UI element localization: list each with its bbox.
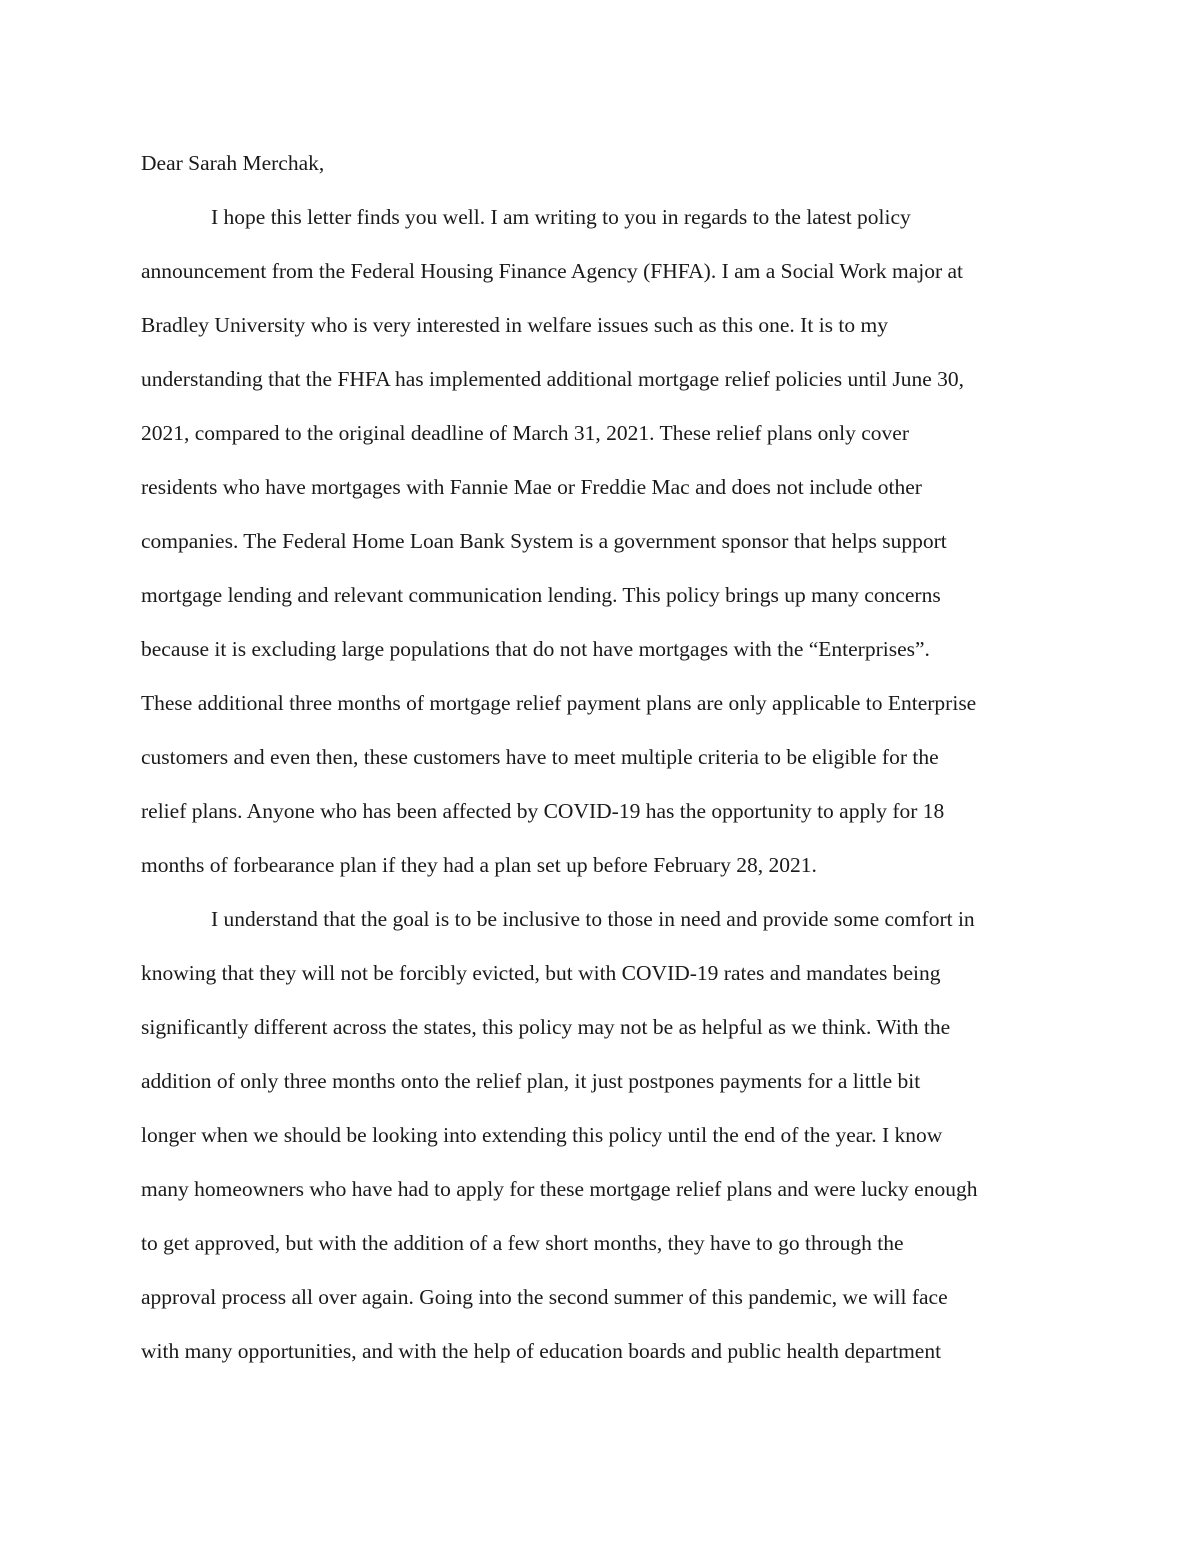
paragraph-line: customers and even then, these customers have to meet multiple criteria to be eligible for the	[141, 745, 939, 769]
paragraph-line: mortgage lending and relevant communication lending. This policy brings up many concerns	[141, 583, 941, 607]
paragraph-line: with many opportunities, and with the help of education boards and public health department	[141, 1339, 942, 1363]
paragraph-line: 2021, compared to the original deadline of March 31, 2021. These relief plans only cover	[141, 421, 909, 445]
paragraph-line: to get approved, but with the addition of a few short months, they have to go through the	[141, 1231, 904, 1255]
paragraph-line: Bradley University who is very interested in welfare issues such as this one. It is to my	[141, 313, 888, 337]
paragraph-1	[141, 190, 1071, 892]
paragraph-line: because it is excluding large populations that do not have mortgages with the “Enterprises”.	[141, 637, 930, 661]
paragraph-line: I hope this letter finds you well. I am writing to you in regards to the latest policy	[211, 205, 911, 229]
paragraph-line: approval process all over again. Going into the second summer of this pandemic, we will face	[141, 1285, 948, 1309]
paragraph-line: residents who have mortgages with Fannie Mae or Freddie Mac and does not include other	[141, 475, 922, 499]
paragraph-line: These additional three months of mortgage relief payment plans are only applicable to Enterprise	[141, 691, 977, 715]
paragraph-line: relief plans. Anyone who has been affected by COVID-19 has the opportunity to apply for 18	[141, 799, 945, 823]
paragraph-line: many homeowners who have had to apply for these mortgage relief plans and were lucky enough	[141, 1177, 978, 1201]
salutation: Dear Sarah Merchak,	[141, 151, 325, 175]
paragraph-line: understanding that the FHFA has implemented additional mortgage relief policies until June 30,	[141, 367, 965, 391]
paragraph-line: significantly different across the states, this policy may not be as helpful as we think. With the	[141, 1015, 951, 1039]
paragraph-line: I understand that the goal is to be inclusive to those in need and provide some comfort in	[211, 907, 975, 931]
paragraph-2	[141, 892, 1071, 1378]
paragraph-line: longer when we should be looking into extending this policy until the end of the year. I know	[141, 1123, 943, 1147]
paragraph-line: months of forbearance plan if they had a plan set up before February 28, 2021.	[141, 853, 817, 877]
paragraph-line: addition of only three months onto the relief plan, it just postpones payments for a little bit	[141, 1069, 921, 1093]
letter-body	[141, 136, 1071, 1378]
paragraph-line: knowing that they will not be forcibly evicted, but with COVID-19 rates and mandates being	[141, 961, 941, 985]
paragraph-line: announcement from the Federal Housing Finance Agency (FHFA). I am a Social Work major at	[141, 259, 964, 283]
paragraph-line: companies. The Federal Home Loan Bank System is a government sponsor that helps support	[141, 529, 947, 553]
